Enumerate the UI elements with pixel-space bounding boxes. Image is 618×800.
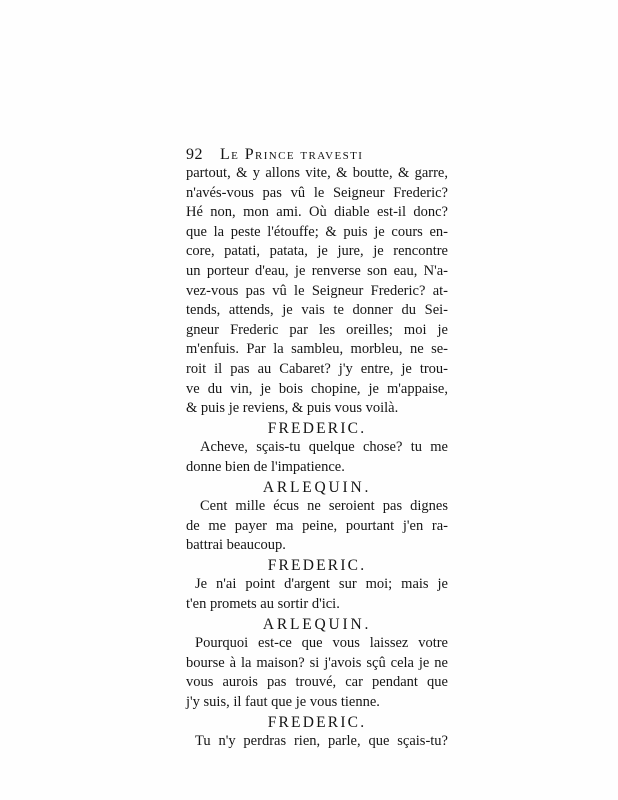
text-line: j'y suis, il faut que je vous tienne. xyxy=(186,694,380,711)
text-line: gneur Frederic par les oreilles; moi je xyxy=(186,321,448,338)
text-line: Hé non, mon ami. Où diable est-il donc? xyxy=(186,204,448,221)
text-line: Pourquoi est-ce que vous laissez votre xyxy=(195,635,448,652)
text-line: n'avés-vous pas vû le Seigneur Frederic? xyxy=(186,184,448,201)
text-line: de me payer ma peine, pourtant j'en ra- xyxy=(186,517,448,534)
text-line: ve du vin, je bois chopine, je m'appaise, xyxy=(186,380,448,397)
text-line: bourse à la maison? si j'avois sçû cela je ne xyxy=(186,654,448,671)
text-line: battrai beaucoup. xyxy=(186,537,286,554)
text-line: un porteur d'eau, je renverse son eau, N'a- xyxy=(186,262,448,279)
text-line: vous aurois pas trouvé, car pendant que xyxy=(186,674,448,691)
speaker-heading: FREDERIC. xyxy=(267,556,367,574)
page-number: 92 xyxy=(186,146,203,163)
text-line: Acheve, sçais-tu quelque chose? tu me xyxy=(200,439,448,456)
running-title: Le Prince travesti xyxy=(220,146,364,163)
text-line: tends, attends, je vais te donner du Sei- xyxy=(186,302,448,319)
text-line: m'enfuis. Par la sambleu, morbleu, ne se- xyxy=(186,341,448,358)
text-line: t'en promets au sortir d'ici. xyxy=(186,596,340,613)
speaker-heading: ARLEQUIN. xyxy=(262,615,372,633)
text-line: Cent mille écus ne seroient pas dignes xyxy=(200,498,448,515)
text-line: roit il pas au Cabaret? j'y entre, je trou- xyxy=(186,360,448,377)
text-line: & puis je reviens, & puis vous voilà. xyxy=(186,400,399,417)
text-line: Tu n'y perdras rien, parle, que sçais-tu? xyxy=(195,733,448,750)
speaker-heading: FREDERIC. xyxy=(267,419,367,437)
text-line: donne bien de l'impatience. xyxy=(186,458,345,475)
text-line: que la peste l'étouffe; & puis je cours en- xyxy=(186,223,448,240)
text-line: Je n'ai point d'argent sur moi; mais je xyxy=(195,576,448,593)
text-line: core, patati, patata, je jure, je rencontre xyxy=(186,243,448,260)
speaker-heading: FREDERIC. xyxy=(267,713,367,731)
text-line: vez-vous pas vû le Seigneur Frederic? at- xyxy=(186,282,448,299)
text-line: partout, & y allons vite, & boutte, & garre, xyxy=(186,165,448,181)
page-header xyxy=(186,144,448,166)
speaker-heading: ARLEQUIN. xyxy=(262,478,372,496)
play-text xyxy=(186,164,448,752)
